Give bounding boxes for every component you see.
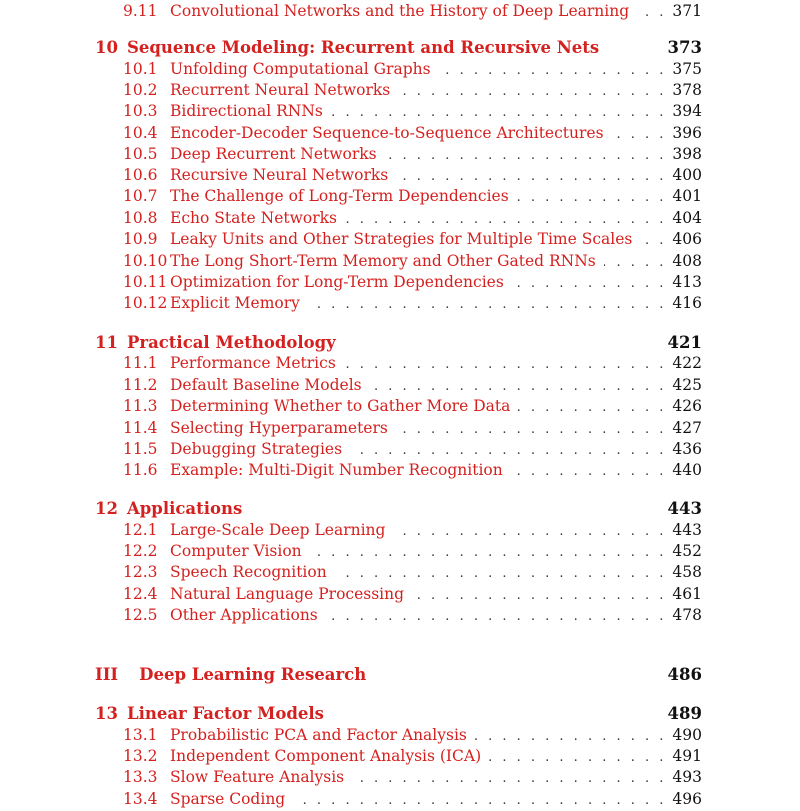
dot-leaders	[398, 84, 666, 99]
toc-section-entry[interactable]	[95, 440, 702, 461]
toc-section-entry[interactable]	[95, 768, 702, 789]
toc-entry-number[interactable]: III	[95, 665, 119, 684]
toc-entry-title[interactable]: Practical Methodology	[126, 333, 336, 352]
toc-entry-number[interactable]: 13	[95, 704, 118, 723]
toc-entry-number[interactable]: 9.11	[123, 2, 158, 20]
toc-section-entry[interactable]	[95, 726, 702, 747]
toc-entry-number[interactable]: 10.9	[123, 230, 158, 248]
toc-section-entry[interactable]	[95, 354, 702, 375]
toc-entry-title[interactable]: Independent Component Analysis (ICA)	[170, 747, 482, 765]
toc-entry-title[interactable]: Example: Multi-Digit Number Recognition	[170, 461, 503, 479]
toc-section-entry[interactable]	[95, 542, 702, 563]
toc-section-entry[interactable]	[95, 60, 702, 81]
toc-entry-title[interactable]: Determining Whether to Gather More Data	[170, 397, 511, 415]
toc-entry-title[interactable]: Computer Vision	[170, 542, 302, 560]
dot-leaders	[308, 297, 666, 312]
toc-entry-page-number: 375	[672, 60, 702, 78]
dot-leaders	[331, 105, 667, 120]
toc-section-entry[interactable]	[95, 419, 702, 440]
toc-entry-number[interactable]: 10.3	[123, 102, 158, 120]
toc-entry-title[interactable]: Speech Recognition	[170, 563, 327, 581]
toc-entry-title[interactable]: Natural Language Processing	[170, 585, 405, 603]
toc-section-entry[interactable]	[95, 102, 702, 123]
toc-entry-page-number: 478	[672, 606, 702, 624]
toc-section-entry[interactable]	[95, 376, 702, 397]
toc-entry-number[interactable]: 10.7	[123, 187, 158, 205]
toc-entry-number[interactable]: 11.3	[123, 397, 158, 415]
toc-chapter-entry[interactable]	[95, 38, 702, 59]
toc-entry-page-number: 461	[672, 585, 702, 603]
toc-entry-title[interactable]: Encoder-Decoder Sequence-to-Sequence Architectures	[170, 124, 604, 142]
toc-entry-page-number: 426	[672, 397, 702, 415]
toc-section-entry[interactable]	[95, 563, 702, 584]
toc-entry-page-number: 394	[672, 102, 702, 120]
dot-leaders	[385, 148, 667, 163]
dot-leaders	[293, 793, 666, 808]
toc-section-entry[interactable]	[95, 252, 702, 273]
dot-leaders	[518, 400, 666, 415]
toc-entry-title[interactable]: Probabilistic PCA and Factor Analysis	[170, 726, 467, 744]
toc-entry-page-number: 425	[672, 376, 702, 394]
toc-section-entry[interactable]	[95, 397, 702, 418]
toc-section-entry[interactable]	[95, 585, 702, 606]
toc-entry-title[interactable]: Slow Feature Analysis	[170, 768, 345, 786]
toc-entry-page-number: 443	[672, 521, 702, 539]
toc-entry-page-number: 371	[672, 2, 702, 20]
toc-entry-title[interactable]: Recursive Neural Networks	[170, 166, 389, 184]
toc-entry-number[interactable]: 12	[95, 499, 118, 518]
toc-entry-page-number: 400	[672, 166, 702, 184]
toc-entry-number[interactable]: 12.2	[123, 542, 158, 560]
toc-entry-title[interactable]: Explicit Memory	[170, 294, 300, 312]
toc-entry-page-number: 416	[672, 294, 702, 312]
toc-entry-title[interactable]: The Challenge of Long-Term Dependencies	[170, 187, 509, 205]
toc-entry-page-number: 404	[672, 209, 702, 227]
toc-entry-number[interactable]: 12.3	[123, 563, 158, 581]
toc-entry-number[interactable]: 13.1	[123, 726, 158, 744]
toc-section-entry[interactable]	[95, 166, 702, 187]
dot-leaders	[439, 63, 667, 78]
toc-entry-title[interactable]: Large-Scale Deep Learning	[170, 521, 386, 539]
toc-section-entry[interactable]	[95, 124, 702, 145]
toc-entry-title[interactable]: Echo State Networks	[170, 209, 337, 227]
toc-entry-number[interactable]: 11.5	[123, 440, 158, 458]
toc-entry-page-number: 452	[672, 542, 702, 560]
dot-leaders	[640, 233, 666, 248]
toc-entry-page-number: 493	[672, 768, 702, 786]
toc-entry-page-number: 443	[667, 499, 702, 518]
toc-entry-page-number: 427	[672, 419, 702, 437]
dot-leaders	[310, 545, 667, 560]
toc-entry-number[interactable]: 10.1	[123, 60, 158, 78]
toc-entry-title[interactable]: Sparse Coding	[170, 790, 286, 808]
toc-entry-title[interactable]: Optimization for Long-Term Dependencies	[170, 273, 504, 291]
toc-entry-number[interactable]: 10.11	[123, 273, 168, 291]
toc-entry-page-number: 373	[667, 38, 702, 57]
toc-entry-title[interactable]: Deep Recurrent Networks	[170, 145, 377, 163]
toc-entry-number[interactable]: 11.1	[123, 354, 158, 372]
toc-entry-number[interactable]: 13.4	[123, 790, 158, 808]
dot-leaders	[370, 379, 667, 394]
toc-entry-number[interactable]: 11.2	[123, 376, 158, 394]
toc-section-entry[interactable]	[95, 521, 702, 542]
toc-entry-page-number: 436	[672, 440, 702, 458]
dot-leaders	[345, 212, 666, 227]
dot-leaders	[511, 464, 667, 479]
dot-leaders	[335, 566, 667, 581]
toc-section-entry[interactable]	[95, 273, 702, 294]
toc-section-entry[interactable]	[95, 230, 702, 251]
toc-entry-title[interactable]: Bidirectional RNNs	[170, 102, 323, 120]
toc-chapter-entry[interactable]	[95, 499, 702, 520]
toc-entry-number[interactable]: 10.10	[123, 252, 168, 270]
toc-entry-title[interactable]: Leaky Units and Other Strategies for Multiple Time Scales	[170, 230, 633, 248]
toc-section-entry[interactable]	[95, 790, 702, 811]
toc-entry-title[interactable]: Default Baseline Models	[170, 376, 362, 394]
toc-entry-page-number: 401	[672, 187, 702, 205]
toc-entry-number[interactable]: 10.2	[123, 81, 158, 99]
toc-entry-page-number: 496	[672, 790, 702, 808]
dot-leaders	[475, 729, 667, 744]
toc-entry-number[interactable]: 12.4	[123, 585, 158, 603]
toc-entry-title[interactable]: Debugging Strategies	[170, 440, 343, 458]
toc-section-entry[interactable]	[95, 187, 702, 208]
toc-entry-number[interactable]: 11	[95, 333, 118, 352]
toc-chapter-entry[interactable]	[95, 333, 702, 354]
dot-leaders	[344, 357, 667, 372]
toc-entry-number[interactable]: 13.2	[123, 747, 158, 765]
dot-leaders	[489, 750, 666, 765]
toc-entry-page-number: 421	[667, 333, 702, 352]
dot-leaders	[517, 190, 667, 205]
toc-entry-number[interactable]: 10.5	[123, 145, 158, 163]
toc-entry-title[interactable]: Applications	[126, 499, 243, 518]
toc-entry-title[interactable]: Performance Metrics	[170, 354, 336, 372]
toc-entry-page-number: 458	[672, 563, 702, 581]
toc-entry-number[interactable]: 12.5	[123, 606, 158, 624]
dot-leaders	[393, 524, 666, 539]
toc-section-entry[interactable]	[95, 606, 702, 627]
toc-entry-title[interactable]: Unfolding Computational Graphs	[170, 60, 431, 78]
toc-entry-title[interactable]: Sequence Modeling: Recurrent and Recursive Nets	[126, 38, 600, 57]
dot-leaders	[637, 5, 666, 20]
toc-entry-number[interactable]: 10.8	[123, 209, 158, 227]
toc-entry-page-number: 398	[672, 145, 702, 163]
dot-leaders	[604, 255, 667, 270]
toc-section-entry[interactable]	[95, 747, 702, 768]
toc-entry-title[interactable]: Convolutional Networks and the History of Deep Learning	[170, 2, 630, 20]
toc-entry-title[interactable]: The Long Short-Term Memory and Other Gated RNNs	[170, 252, 596, 270]
toc-entry-page-number: 408	[672, 252, 702, 270]
toc-entry-page-number: 396	[672, 124, 702, 142]
dot-leaders	[396, 422, 667, 437]
toc-section-entry[interactable]	[95, 145, 702, 166]
toc-section-entry[interactable]	[95, 461, 702, 482]
toc-entry-page-number: 422	[672, 354, 702, 372]
toc-entry-page-number: 413	[672, 273, 702, 291]
toc-entry-page-number: 489	[667, 704, 702, 723]
toc-entry-page-number: 490	[672, 726, 702, 744]
toc-entry-number[interactable]: 11.4	[123, 419, 158, 437]
toc-entry-page-number: 440	[672, 461, 702, 479]
toc-entry-number[interactable]: 10.12	[123, 294, 168, 312]
toc-section-entry[interactable]	[95, 209, 702, 230]
toc-entry-title[interactable]: Selecting Hyperparameters	[170, 419, 388, 437]
toc-entry-page-number: 486	[667, 665, 702, 684]
toc-entry-number[interactable]: 10.6	[123, 166, 158, 184]
toc-section-entry[interactable]	[95, 81, 702, 102]
toc-entry-number[interactable]: 10	[95, 38, 118, 57]
toc-part-entry[interactable]	[95, 665, 702, 686]
toc-entry-title[interactable]: Recurrent Neural Networks	[170, 81, 391, 99]
dot-leaders	[350, 443, 666, 458]
toc-section-entry[interactable]	[95, 294, 702, 315]
toc-entry-title[interactable]: Other Applications	[170, 606, 318, 624]
toc-chapter-entry[interactable]	[95, 704, 702, 725]
dot-leaders	[352, 771, 666, 786]
toc-entry-page-number: 491	[672, 747, 702, 765]
toc-section-entry[interactable]	[95, 2, 702, 23]
toc-entry-number[interactable]: 10.4	[123, 124, 158, 142]
dot-leaders	[512, 276, 667, 291]
dot-leaders	[412, 588, 666, 603]
toc-entry-number[interactable]: 11.6	[123, 461, 158, 479]
toc-entry-title[interactable]: Deep Learning Research	[139, 665, 367, 684]
toc-entry-number[interactable]: 12.1	[123, 521, 158, 539]
toc-entry-title[interactable]: Linear Factor Models	[126, 704, 324, 723]
toc-entry-page-number: 378	[672, 81, 702, 99]
toc-entry-page-number: 406	[672, 230, 702, 248]
toc-entry-number[interactable]: 13.3	[123, 768, 158, 786]
dot-leaders	[612, 127, 667, 142]
dot-leaders	[396, 169, 666, 184]
dot-leaders	[326, 609, 667, 624]
